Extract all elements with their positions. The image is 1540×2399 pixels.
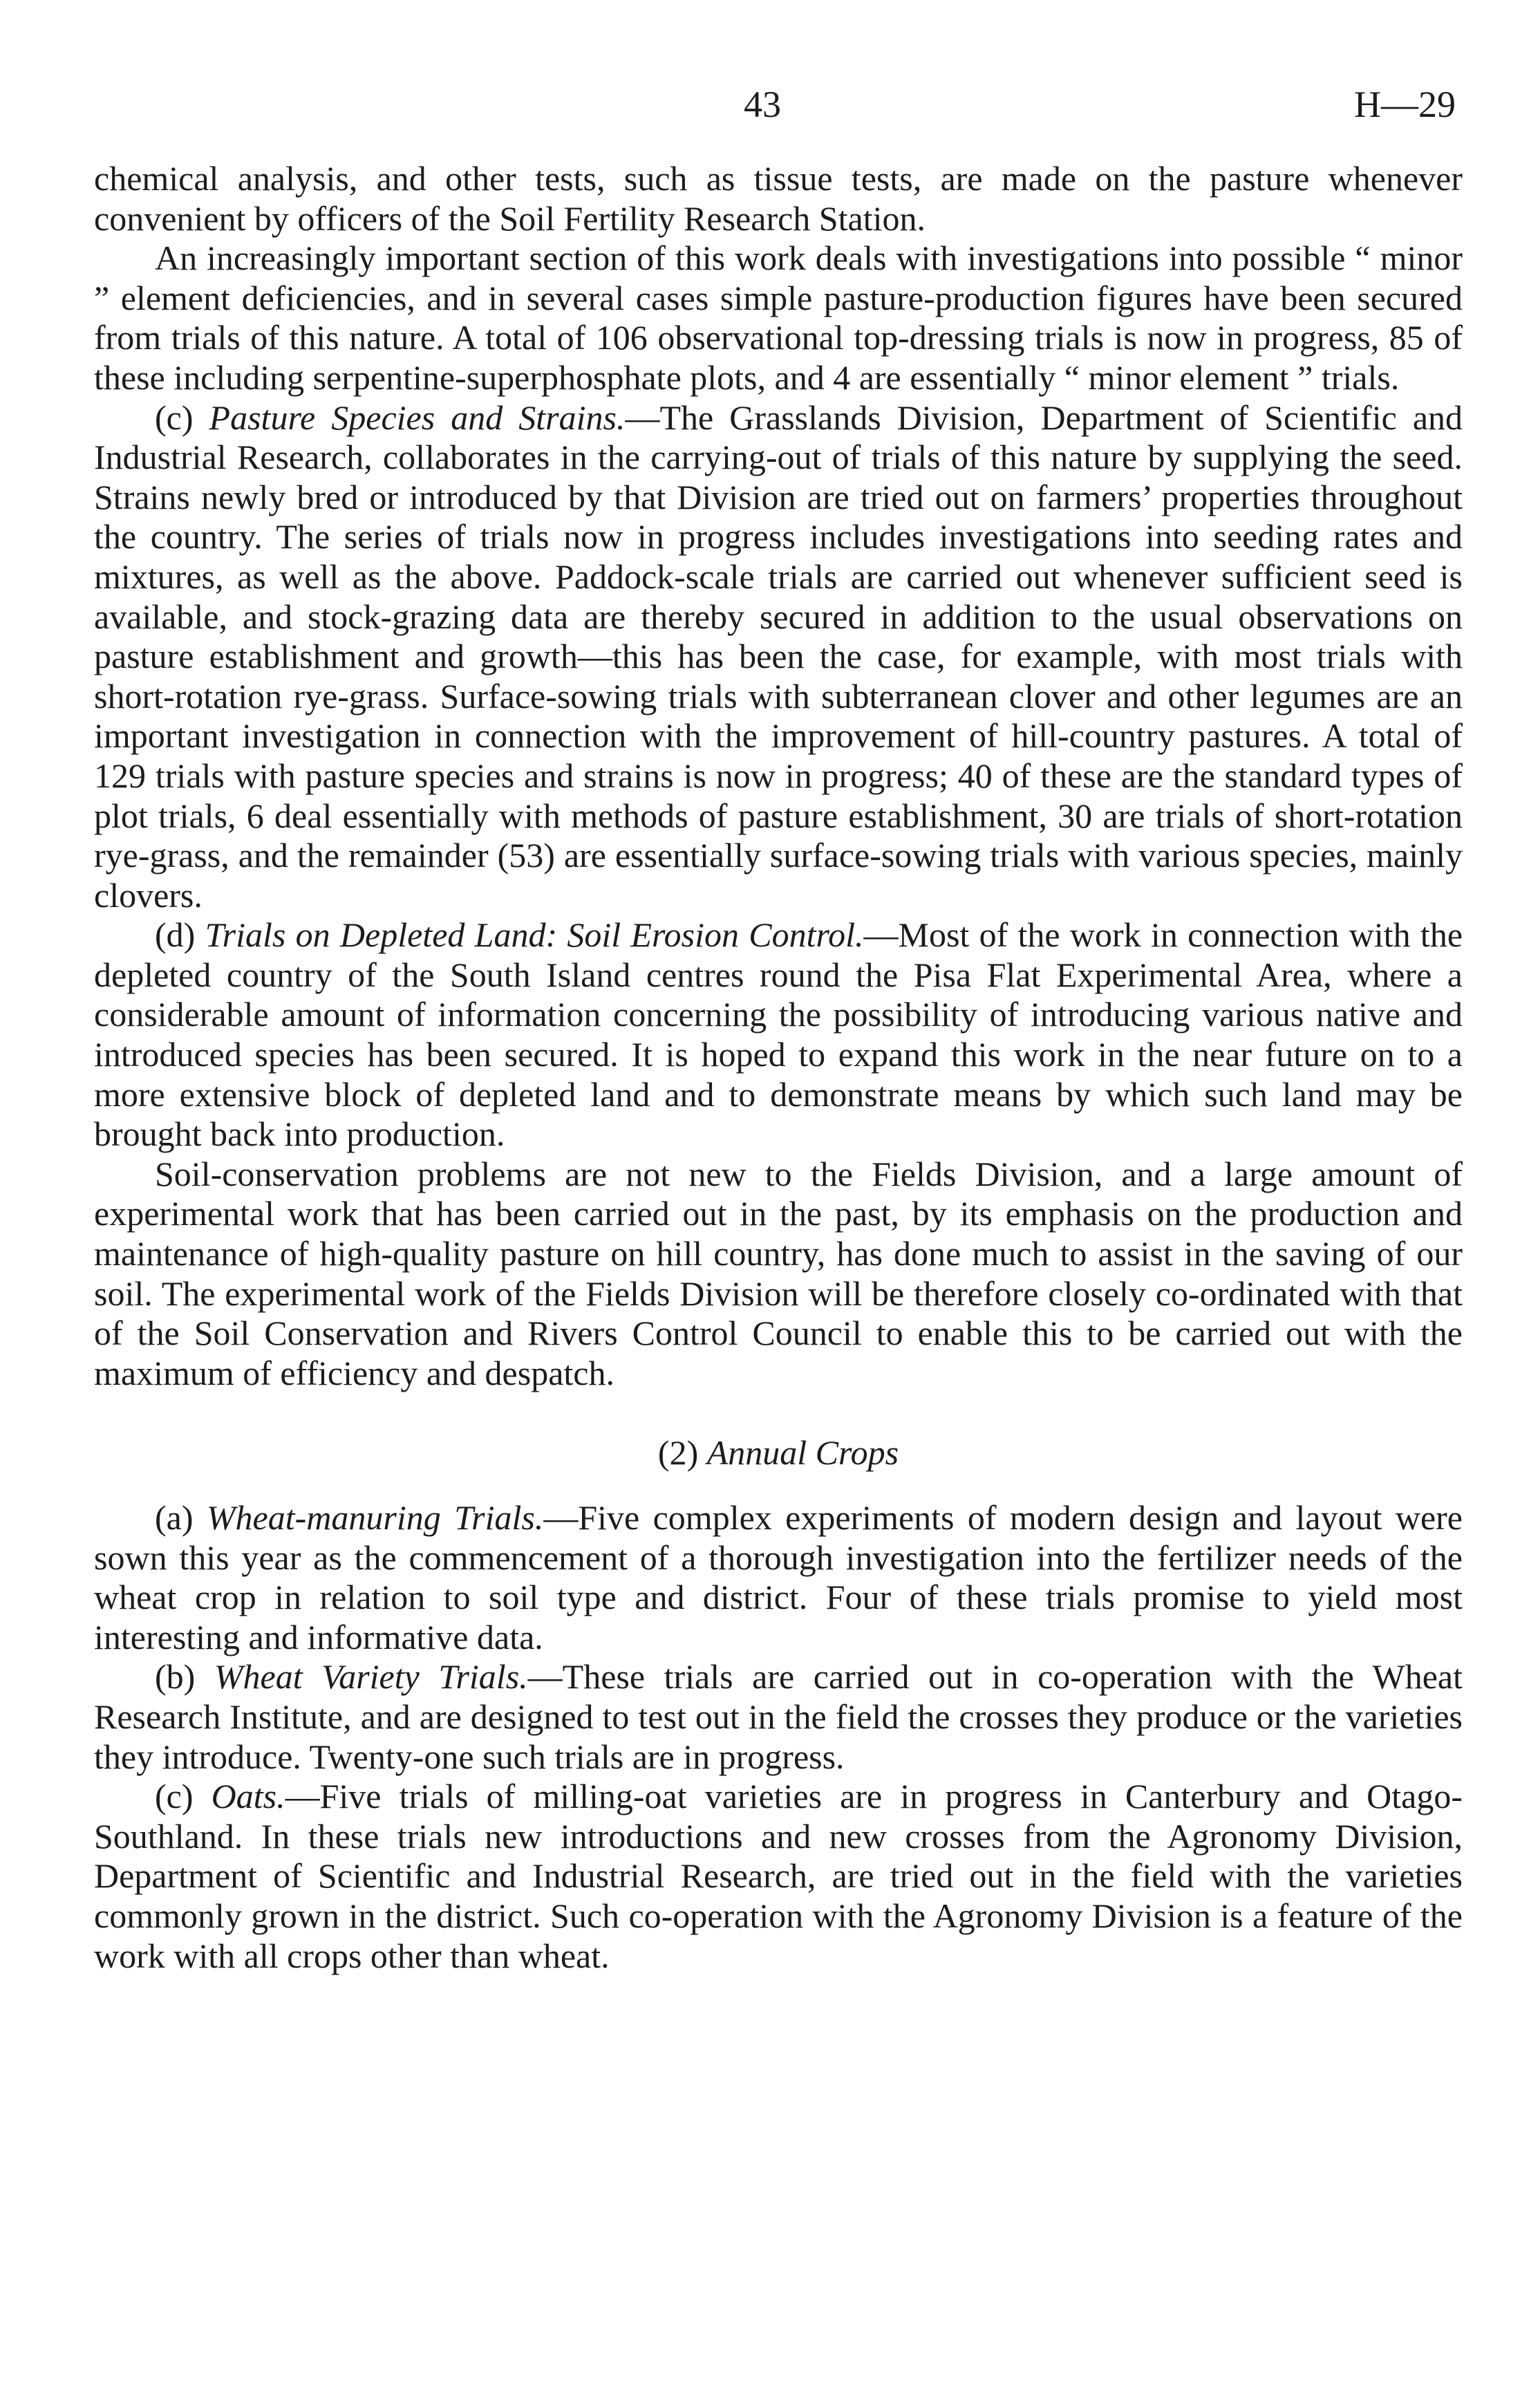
document-page	[94, 83, 1463, 1976]
paragraph-pasture-species	[94, 398, 1463, 916]
paragraph-body: —The Grasslands Division, Department of Scientific and Industrial Research, collaborates in the carrying-out of trials of this nature by supplying the seed. Strains newly bred or introduced by that Division are tried out on farmers’ properties throughout the country. The series of trials now in progress includes investigations into seeding rates and mixtures, as well as the above. Paddock-scale trials are carried out whenever sufficient seed is available, and stock-grazing data are thereby secured in addition to the usual observations on pasture establishment and growth—this has been the case, for example, with most trials with short-rotation rye-grass. Surface-sowing trials with subterranean clover and other legumes are an important investigation in connection with the improvement of hill-country pastures. A total of 129 trials with pasture species and strains is now in progress; 40 of these are the standard types of plot trials, 6 deal essentially with methods of pasture establishment, 30 are trials of short-rotation rye-grass, and the remainder (53) are essentially surface-sowing trials with various species, mainly clovers.	[94, 398, 1463, 915]
section-title: Annual Crops	[706, 1433, 899, 1473]
paragraph-label: (a)	[155, 1498, 194, 1537]
paragraph-label: (b)	[155, 1657, 196, 1697]
page-number: 43	[744, 84, 781, 125]
paragraph-title: Oats.	[211, 1777, 285, 1816]
paragraph-oats	[94, 1777, 1463, 1976]
document-code: H—29	[1354, 84, 1456, 125]
paragraph-wheat-variety	[94, 1657, 1463, 1777]
paragraph-title: Wheat Variety Trials.	[214, 1657, 528, 1697]
paragraph-title: Wheat-manuring Trials.	[206, 1498, 544, 1537]
paragraph-minor-elements: An increasingly important section of this work deals with investigations into possible “ minor ” element deficiencies, and in several cases simple pasture-production figures have been secured from trials of this nature. A total of 106 observational top-dressing trials is now in progress, 85 of these including serpentine-superphosphate plots, and 4 are essentially “ minor element ” trials.	[94, 239, 1463, 397]
section-heading-annual-crops	[94, 1433, 1463, 1473]
paragraph-soil-conservation: Soil-conservation problems are not new to the Fields Division, and a large amount of experimental work that has been carried out in the past, by its emphasis on the production and maintenance of high-quality pasture on hill country, has done much to assist in the saving of our soil. The experimental work of the Fields Division will be therefore closely co-ordinated with that of the Soil Conservation and Rivers Control Council to enable this to be carried out with the maximum of efficiency and despatch.	[94, 1154, 1463, 1392]
paragraph-soil-tests: chemical analysis, and other tests, such as tissue tests, are made on the pasture whenever convenient by officers of the Soil Fertility Research Station.	[94, 159, 1463, 238]
paragraph-body: —Most of the work in connection with the depleted country of the South Island centres round the Pisa Flat Experimental Area, where a considerable amount of information concerning the possibility of introducing various native and introduced species has been secured. It is hoped to expand this work in the near future on to a more extensive block of depleted land and to demonstrate means by which such land may be brought back into production.	[94, 915, 1463, 1154]
paragraph-label: (c)	[155, 398, 194, 437]
paragraph-depleted-land	[94, 915, 1463, 1155]
paragraph-body: —These trials are carried out in co-operation with the Wheat Research Institute, and are designed to test out in the field the crosses they produce or the varieties they introduce. Twenty-one such trials are in progress.	[94, 1657, 1463, 1776]
section-number: (2)	[657, 1433, 699, 1473]
paragraph-label: (d)	[155, 915, 196, 955]
paragraph-body: —Five trials of milling-oat varieties are in progress in Canterbury and Otago-Southland. In these trials new introductions and new crosses from the Agronomy Division, Department of Scientific and Industrial Research, are tried out in the field with the varieties commonly grown in the district. Such co-operation with the Agronomy Division is a feature of the work with all crops other than wheat.	[94, 1777, 1463, 1975]
paragraph-label: (c)	[155, 1777, 194, 1816]
paragraph-wheat-manuring	[94, 1498, 1463, 1657]
paragraph-title: Trials on Depleted Land: Soil Erosion Control.	[205, 915, 864, 955]
page-header	[94, 83, 1463, 159]
paragraph-body: —Five complex experiments of modern design and layout were sown this year as the commencement of a thorough investigation into the fertilizer needs of the wheat crop in relation to soil type and district. Four of these trials promise to yield most interesting and informative data.	[94, 1498, 1463, 1656]
paragraph-title: Pasture Species and Strains.	[209, 398, 626, 437]
